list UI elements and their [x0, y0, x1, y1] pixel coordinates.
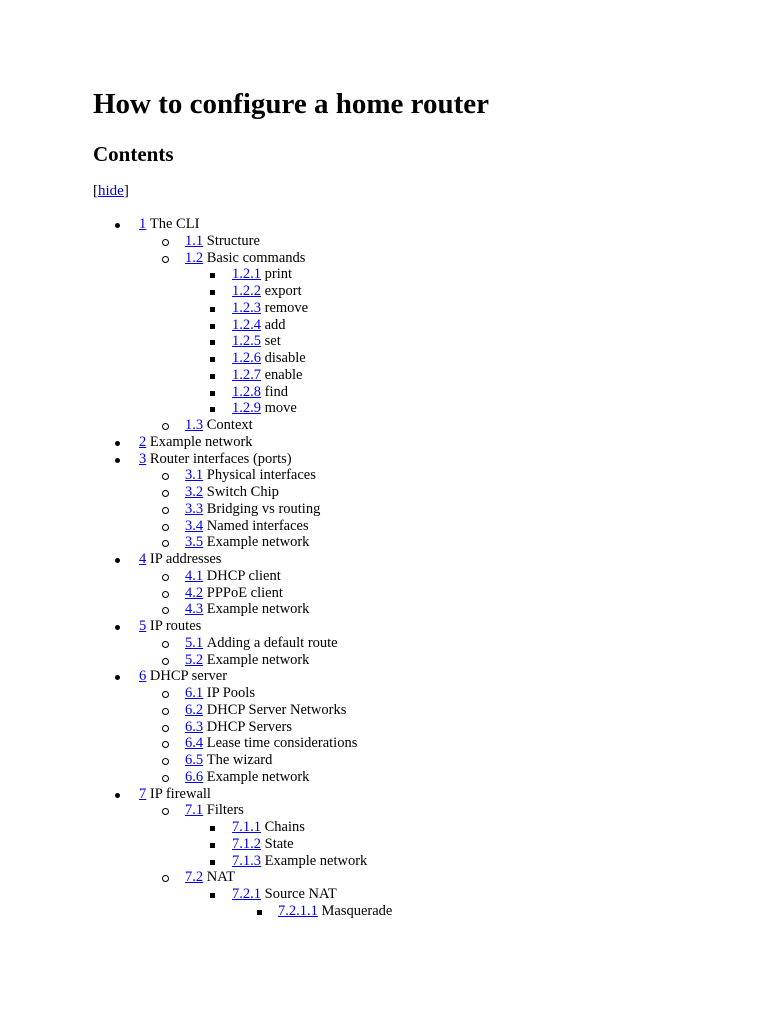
circle-bullet-icon [161, 568, 173, 585]
toc-item-label: PPPoE client [206, 584, 283, 601]
toc-number-link[interactable]: 7.2.1.1 [278, 902, 318, 919]
page-title: How to configure a home router [93, 88, 490, 120]
toc-item [93, 534, 713, 551]
toc-entry [185, 769, 309, 786]
toc-item [93, 769, 713, 786]
square-bullet-icon [208, 853, 220, 870]
toc-number-link[interactable]: 5.2 [185, 651, 204, 668]
toc-item [93, 283, 713, 300]
toc-entry [232, 853, 367, 870]
toc-item-label: State [264, 835, 294, 852]
toc-entry [185, 735, 357, 752]
toc-number-link[interactable]: 2 [139, 433, 147, 450]
toc-item-label: Context [206, 417, 253, 433]
toc-entry [139, 551, 221, 568]
toc-item-label: Physical interfaces [206, 467, 316, 484]
toc-item [93, 300, 713, 317]
toc-number-link[interactable]: 4.3 [185, 601, 204, 618]
toc-entry [185, 467, 316, 484]
toc-entry [185, 417, 253, 434]
toc-item [93, 266, 713, 283]
toc-number-link[interactable]: 6.6 [185, 768, 204, 785]
toc-item-label: Router interfaces (ports) [149, 450, 292, 467]
toc-entry [232, 333, 281, 350]
toc-item-label: set [264, 333, 281, 350]
toc-entry [232, 350, 306, 367]
toc-item-label: DHCP client [206, 567, 281, 584]
toc-entry [232, 266, 292, 283]
toc-entry [139, 434, 253, 451]
toc-entry [185, 719, 292, 736]
toc-entry [232, 819, 305, 836]
circle-bullet-icon [161, 417, 173, 434]
toc-entry [232, 300, 308, 317]
circle-bullet-icon [161, 501, 173, 518]
toc-item [93, 333, 713, 350]
toc-item-label: DHCP Servers [206, 718, 293, 735]
toc-item [93, 819, 713, 836]
disc-bullet-icon [113, 434, 125, 451]
toc-number-link[interactable]: 6 [139, 668, 147, 685]
disc-bullet-icon [113, 786, 125, 803]
toc-number-link[interactable]: 6.3 [185, 718, 204, 735]
circle-bullet-icon [161, 250, 173, 267]
toc-entry [185, 702, 346, 719]
toc-number-link[interactable]: 7.1 [185, 802, 204, 819]
toc-item-label: Adding a default route [206, 634, 338, 651]
toc-item [93, 317, 713, 334]
toc-item [93, 652, 713, 669]
toc-item-label: enable [264, 366, 303, 383]
disc-bullet-icon [113, 668, 125, 685]
square-bullet-icon [208, 367, 220, 384]
toc-entry [185, 518, 309, 535]
toc-entry [232, 367, 302, 384]
circle-bullet-icon [161, 769, 173, 786]
toc-number-link[interactable]: 4 [139, 551, 147, 567]
toc-number-link[interactable]: 4.1 [185, 567, 204, 584]
toc-number-link[interactable]: 1.2.1 [232, 266, 261, 283]
toc-item [93, 735, 713, 752]
toc-number-link[interactable]: 7.1.1 [232, 819, 261, 835]
contents-heading: Contents [93, 142, 174, 166]
toc-item-label: Example network [206, 768, 310, 785]
toc-entry [139, 668, 227, 685]
toc-item-label: Filters [206, 802, 244, 819]
disc-bullet-icon [113, 216, 125, 233]
square-bullet-icon [208, 350, 220, 367]
toc-item-label: IP Pools [206, 685, 255, 701]
toc-item [93, 786, 713, 803]
circle-bullet-icon [161, 869, 173, 886]
square-bullet-icon [208, 300, 220, 317]
toc-number-link[interactable]: 6.4 [185, 735, 204, 752]
toc-item-label: DHCP server [149, 668, 228, 685]
toc-number-link[interactable]: 1.2.6 [232, 350, 261, 366]
toc-entry [185, 250, 305, 267]
toc-item [93, 400, 713, 417]
toc-item-label: move [264, 400, 297, 417]
circle-bullet-icon [161, 752, 173, 769]
toc-item-label: Lease time considerations [206, 735, 358, 752]
toc-number-link[interactable]: 3.4 [185, 517, 204, 534]
toc-item [93, 518, 713, 535]
toc-number-link[interactable]: 5 [139, 618, 147, 634]
toc-number-link[interactable]: 7 [139, 785, 147, 802]
circle-bullet-icon [161, 635, 173, 652]
toc-item [93, 853, 713, 870]
toc-item-label: Switch Chip [206, 484, 279, 500]
square-bullet-icon [208, 819, 220, 836]
toc-number-link[interactable]: 1.2.4 [232, 316, 261, 333]
toc-item-label: The CLI [149, 216, 200, 232]
toc-number-link[interactable]: 1.2 [185, 249, 204, 266]
toc-item-label: remove [264, 299, 309, 316]
toc-entry [185, 802, 244, 819]
toc-item [93, 752, 713, 769]
circle-bullet-icon [161, 585, 173, 602]
toc-number-link[interactable]: 1 [139, 216, 147, 232]
table-of-contents [93, 216, 713, 920]
toc-item [93, 635, 713, 652]
circle-bullet-icon [161, 685, 173, 702]
toc-number-link[interactable]: 4.2 [185, 584, 204, 601]
circle-bullet-icon [161, 467, 173, 484]
toc-number-link[interactable]: 1.3 [185, 417, 204, 433]
toc-item [93, 886, 713, 903]
toc-number-link[interactable]: 7.2.1 [232, 886, 261, 902]
circle-bullet-icon [161, 484, 173, 501]
toc-number-link[interactable]: 3.1 [185, 467, 204, 484]
toc-item [93, 668, 713, 685]
toc-item-label: DHCP Server Networks [206, 701, 347, 718]
toc-item [93, 719, 713, 736]
square-bullet-icon [208, 283, 220, 300]
toc-number-link[interactable]: 1.2.3 [232, 299, 261, 316]
square-bullet-icon [208, 836, 220, 853]
toc-entry [232, 400, 297, 417]
square-bullet-icon [255, 903, 267, 920]
toc-number-link[interactable]: 6.1 [185, 685, 204, 701]
toc-entry [232, 317, 286, 334]
toc-item [93, 836, 713, 853]
toc-item [93, 467, 713, 484]
toc-item-label: disable [264, 350, 306, 366]
toc-item-label: Source NAT [264, 886, 337, 902]
toc-item [93, 216, 713, 233]
toc-number-link[interactable]: 1.2.5 [232, 333, 261, 350]
circle-bullet-icon [161, 735, 173, 752]
toc-number-link[interactable]: 5.1 [185, 634, 204, 651]
circle-bullet-icon [161, 601, 173, 618]
toc-item-label: IP routes [149, 618, 202, 634]
toc-item-label: Basic commands [206, 249, 306, 266]
toc-item-label: The wizard [206, 752, 273, 768]
circle-bullet-icon [161, 518, 173, 535]
toc-entry [232, 836, 294, 853]
toc-entry [185, 601, 309, 618]
toc-number-link[interactable]: 3.5 [185, 534, 204, 551]
toc-number-link[interactable]: 1.2.7 [232, 366, 261, 383]
toc-entry [139, 618, 201, 635]
toc-number-link[interactable]: 3 [139, 450, 147, 467]
toggle-close-bracket: ] [123, 183, 129, 199]
toc-number-link[interactable]: 6.5 [185, 752, 204, 768]
toc-item-label: Structure [206, 232, 260, 249]
toc-entry [139, 451, 292, 468]
toc-entry [185, 635, 338, 652]
toc-entry [185, 501, 320, 518]
toc-entry [232, 384, 288, 401]
toc-entry [139, 786, 211, 803]
toc-item [93, 250, 713, 267]
square-bullet-icon [208, 333, 220, 350]
toc-number-link[interactable]: 1.2.8 [232, 383, 261, 400]
toggle-open-bracket: [ [93, 183, 98, 199]
toc-item [93, 601, 713, 618]
toc-item [93, 802, 713, 819]
circle-bullet-icon [161, 534, 173, 551]
toc-entry [278, 903, 392, 920]
toc-item-label: Example network [206, 601, 310, 618]
toc-item-label: Chains [264, 819, 305, 835]
toc-item [93, 568, 713, 585]
toc-entry [185, 233, 260, 250]
toc-entry [185, 652, 309, 669]
disc-bullet-icon [113, 451, 125, 468]
toc-entry [232, 886, 337, 903]
toc-item-label: Named interfaces [206, 517, 309, 534]
toc-item-label: find [264, 383, 288, 400]
toc-number-link[interactable]: 1.1 [185, 232, 204, 249]
toc-item [93, 618, 713, 635]
toc-item [93, 434, 713, 451]
toc-item [93, 551, 713, 568]
toc-entry [185, 484, 279, 501]
square-bullet-icon [208, 400, 220, 417]
square-bullet-icon [208, 317, 220, 334]
toc-item [93, 501, 713, 518]
toc-item-label: Masquerade [321, 902, 393, 919]
toc-number-link[interactable]: 7.2 [185, 869, 204, 886]
toc-number-link[interactable]: 1.2.9 [232, 400, 261, 417]
square-bullet-icon [208, 886, 220, 903]
toc-entry [185, 869, 235, 886]
toc-number-link[interactable]: 6.2 [185, 701, 204, 718]
toc-number-link[interactable]: 7.1.3 [232, 852, 261, 869]
toc-entry [185, 685, 255, 702]
toc-item [93, 685, 713, 702]
toc-item-label: NAT [206, 869, 235, 886]
toc-item [93, 585, 713, 602]
toc-item-label: IP addresses [149, 551, 222, 567]
disc-bullet-icon [113, 551, 125, 568]
circle-bullet-icon [161, 802, 173, 819]
toc-toggle [93, 181, 129, 201]
toc-entry [185, 752, 272, 769]
square-bullet-icon [208, 266, 220, 283]
toc-number-link[interactable]: 7.1.2 [232, 835, 261, 852]
toc-item [93, 367, 713, 384]
toc-item [93, 484, 713, 501]
circle-bullet-icon [161, 719, 173, 736]
toc-number-link[interactable]: 1.2.2 [232, 283, 261, 299]
toc-item [93, 384, 713, 401]
toc-item-label: Example network [206, 651, 310, 668]
toc-item-label: add [264, 316, 286, 333]
toc-item-label: Bridging vs routing [206, 500, 321, 517]
toc-number-link[interactable]: 3.2 [185, 484, 204, 500]
toc-item-label: print [264, 266, 293, 283]
toc-entry [185, 534, 309, 551]
circle-bullet-icon [161, 652, 173, 669]
toc-item-label: Example network [149, 433, 253, 450]
toc-entry [232, 283, 302, 300]
toc-item [93, 702, 713, 719]
toc-entry [185, 568, 281, 585]
toc-item [93, 451, 713, 468]
hide-toc-link[interactable]: hide [98, 183, 124, 199]
toc-item [93, 869, 713, 886]
toc-entry [139, 216, 199, 233]
toc-item-label: Example network [206, 534, 310, 551]
toc-item [93, 903, 713, 920]
circle-bullet-icon [161, 702, 173, 719]
toc-item-label: Example network [264, 852, 368, 869]
toc-item [93, 417, 713, 434]
toc-item-label: export [264, 283, 302, 299]
square-bullet-icon [208, 384, 220, 401]
toc-entry [185, 585, 283, 602]
toc-number-link[interactable]: 3.3 [185, 500, 204, 517]
toc-item [93, 233, 713, 250]
toc-item [93, 350, 713, 367]
disc-bullet-icon [113, 618, 125, 635]
circle-bullet-icon [161, 233, 173, 250]
toc-item-label: IP firewall [149, 785, 211, 802]
